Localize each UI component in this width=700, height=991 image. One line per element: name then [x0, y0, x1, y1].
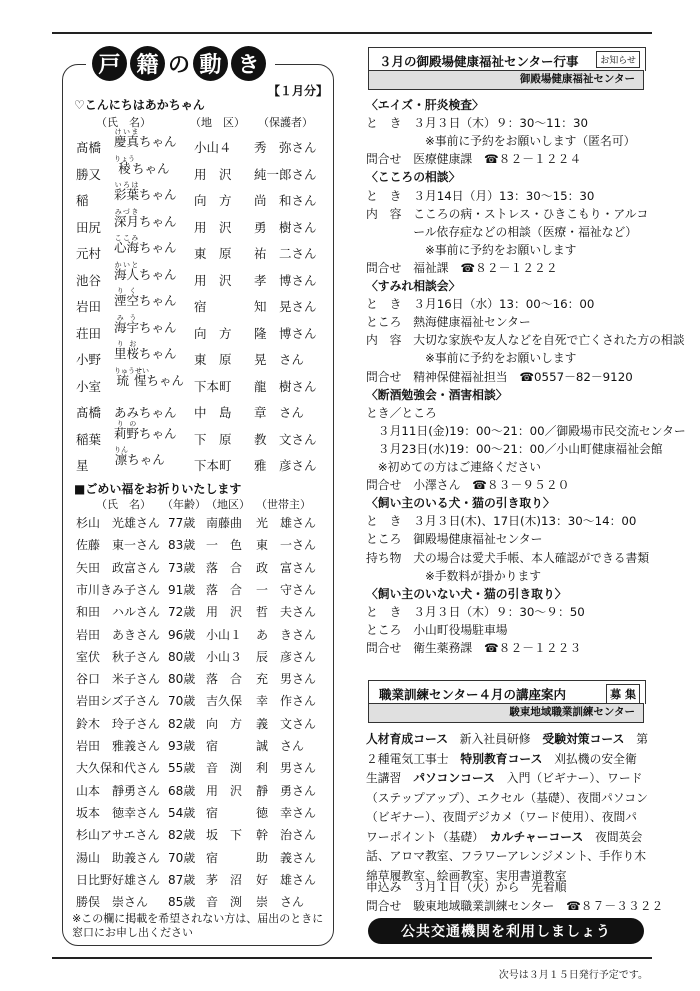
obituary-household-head: 幸 作さん [256, 694, 317, 709]
obituary-age: 70歳 [168, 694, 196, 709]
bottom-rule [52, 957, 652, 959]
top-rule [52, 32, 652, 34]
event-detail: ３月23日(水)19：00～21：00／小山町健康福祉会館 [366, 441, 663, 456]
obituary-age: 85歳 [168, 895, 196, 910]
obituary-row [76, 847, 326, 869]
obituary-row [76, 668, 326, 690]
birth-given-name: 海宇みうちゃん [114, 313, 177, 335]
obituary-age: 80歳 [168, 672, 196, 687]
obituary-row [76, 757, 326, 779]
health-center-title: ３月の御殿場健康福祉センター行事 [379, 54, 579, 69]
obituary-district: 向 方 [206, 716, 243, 731]
birth-name-reading: けいま [114, 128, 139, 136]
birth-parent: 雅 彦さん [254, 458, 317, 473]
obituary-name: 杉山アサエさん [76, 828, 160, 843]
birth-surname: 勝又 [76, 166, 102, 182]
obituary-age: 55歳 [168, 761, 196, 776]
obituary-district: 宿 [206, 850, 219, 865]
birth-surname: 稲 [76, 193, 89, 208]
birth-given-name: 凛りんちゃん [114, 446, 165, 467]
birth-district: 下本町 [194, 378, 232, 394]
training-contact: 問合せ 駿東地域職業訓練センター ☎８７－３３２２ [366, 899, 664, 913]
obituary-age: 77歳 [168, 516, 196, 530]
birth-parent: 晃 さん [254, 352, 305, 367]
birth-name-reading: かいと [114, 260, 139, 269]
obituary-row [76, 891, 326, 913]
birth-district: 東 原 [194, 246, 232, 261]
obituary-age: 82歳 [168, 716, 196, 731]
event-detail: ※事前に予約をお願いします [366, 242, 577, 257]
obituary-row [76, 646, 326, 668]
obituary-name: 大久保和代さん [76, 761, 161, 776]
obituary-row [76, 512, 326, 534]
obituary-name: 勝俣 崇さん [76, 895, 149, 910]
obituary-household-head: 好 雄さん [256, 872, 317, 887]
course-name: 受験対策コース [542, 732, 625, 746]
obituary-row [76, 624, 326, 646]
birth-row [76, 446, 326, 476]
obituary-name: 矢田 政富さん [76, 560, 161, 575]
births-header-name: （氏 名） [96, 116, 151, 129]
obituary-household-head: 哲 夫さん [256, 605, 317, 620]
obituary-name: 杉山 光雄さん [76, 516, 161, 530]
birth-surname: 髙橋 [76, 140, 102, 155]
obituary-household-head: 辰 彦さん [256, 649, 317, 664]
obituary-household-head: 助 義さん [256, 850, 317, 865]
birth-surname: 小室 [76, 378, 102, 394]
obituary-name: 室伏 秋子さん [76, 649, 161, 664]
birth-surname: 岩田 [76, 299, 102, 314]
event-detail: と き ３月14日（月）13：30～15：30 [366, 188, 595, 203]
course-desc: 夜間英会話、アロマ教室、フラワーアレンジメント、手作り木綿草履教室、絵画教室、実用書道教室 [366, 829, 647, 883]
training-center-header [368, 680, 646, 704]
course-name: 人材育成コース [366, 732, 448, 746]
training-center-title: 職業訓練センター４月の講座案内 [379, 687, 567, 702]
title-char: き [231, 46, 266, 81]
obituary-name: 和田 ハルさん [76, 605, 161, 620]
birth-name-reading: りん [114, 446, 128, 454]
event-detail: ３月11日(金)19：00～21：00／御殿場市民交流センター [366, 423, 686, 438]
birth-name-reading: りく [114, 287, 140, 295]
obituary-household-head: 一 守さん [256, 582, 317, 597]
birth-given-name: 深月みづきちゃん [114, 207, 177, 229]
event-detail: とき／ところ [366, 405, 437, 420]
birth-district: 小山４ [194, 140, 232, 155]
birth-parent: 章 さん [254, 405, 305, 420]
obituary-row [76, 557, 326, 579]
obituary-name: 山本 靜勇さん [76, 783, 161, 798]
obituary-district: 落 合 [206, 560, 243, 575]
obituary-age: 54歳 [168, 805, 196, 820]
obituary-row [76, 869, 326, 891]
obituary-name: 湯山 助義さん [76, 850, 161, 865]
event-detail: 問合せ 福祉課 ☎８２－１２２２ [366, 260, 558, 275]
obituary-age: 96歳 [168, 627, 196, 642]
public-transport-banner: 公共交通機関を利用しましょう [368, 918, 644, 944]
event-detail: 問合せ 小澤さん ☎８３－９５２０ [366, 478, 570, 493]
event-heading: 〈断酒勉強会・酒害相談〉 [366, 387, 508, 402]
birth-row [76, 366, 326, 397]
birth-given-name: 海人かいとちゃん [114, 260, 177, 282]
birth-district: 用 沢 [194, 166, 232, 182]
course-desc: 入門（ビギナー）、ワード（ステップアップ）、エクセル（基礎）、夜間パソコン（ビギナー）、夜間デジカメ（ワード使用）、夜間パワーポイント（基礎） [366, 771, 648, 844]
birth-given-name: 莉野りのちゃん [114, 419, 177, 441]
event-detail: と き ３月３日(木)、17日(木)13：30～14：00 [366, 514, 637, 529]
event-heading: 〈エイズ・肝炎検査〉 [366, 98, 484, 112]
birth-name-reading: りょう [114, 154, 135, 163]
obituary-district: 音 渕 [206, 761, 243, 776]
obituary-district: 用 沢 [206, 783, 243, 798]
obituary-age: 87歳 [168, 872, 196, 887]
birth-district: 中 島 [194, 405, 232, 420]
event-detail: ※手数料が掛かります [366, 568, 542, 583]
obituary-age: 91歳 [168, 582, 196, 597]
obituary-district: 吉久保 [206, 694, 243, 709]
obituary-name: 鈴木 玲子さん [76, 716, 161, 731]
obituary-district: 宿 [206, 805, 219, 820]
obituary-household-head: 東 一さん [256, 538, 317, 553]
month-label: 【１月分】 [268, 84, 329, 98]
birth-surname: 池谷 [76, 272, 102, 288]
health-center-org: 御殿場健康福祉センター [368, 70, 644, 90]
deaths-header-district: （地区） [206, 498, 250, 511]
obituary-name: 坂本 徳幸さん [76, 805, 161, 820]
births-header-district: （地 区） [190, 116, 245, 129]
birth-parent: 秀 弥さん [254, 140, 317, 155]
event-detail: と き ３月３日（木）９：30～11：30 [366, 116, 588, 131]
title-char: の [168, 53, 191, 78]
birth-name-reading: みう [114, 313, 140, 322]
birth-surname: 小野 [76, 352, 102, 367]
births-header-parent: （保護者） [258, 116, 313, 129]
event-detail: 内 容 大切な家族や友人などを自死で亡くされた方の相談 [366, 333, 685, 348]
birth-given-name: 心海ここみちゃん [114, 234, 177, 255]
obituary-district: 落 合 [206, 582, 243, 597]
obituary-household-head: 義 文さん [256, 716, 317, 731]
obituary-household-head: 充 男さん [256, 672, 317, 687]
obituary-row [76, 713, 326, 735]
event-detail: 内 容 こころの病・ストレス・ひきこもり・アルコ [366, 206, 649, 221]
birth-district: 下本町 [194, 458, 232, 473]
event-detail: ール依存症などの相談（医療・福祉など） [366, 224, 638, 239]
obituary-name: 谷口 米子さん [76, 672, 161, 687]
obituary-household-head: 靜 勇さん [256, 783, 317, 798]
event-detail: ところ 小山町役場駐車場 [366, 622, 508, 637]
birth-district: 東 原 [194, 352, 232, 367]
birth-given-name: 湮空りくちゃん [114, 287, 177, 308]
birth-given-name: 里桜りおちゃん [114, 340, 177, 361]
births-title: ♡こんにちはあかちゃん [74, 98, 205, 112]
obituary-district: 落 合 [206, 672, 243, 687]
obituary-district: 南藤曲 [206, 516, 243, 530]
birth-district: 下 原 [194, 431, 232, 447]
training-center-org: 駿東地域職業訓練センター [368, 703, 644, 723]
obituary-row [76, 735, 326, 757]
birth-surname: 髙橋 [76, 405, 102, 420]
obituary-name: 佐藤 東一さん [76, 538, 161, 553]
birth-given-name: 稜りょうちゃん [114, 154, 170, 176]
obituary-household-head: 崇 さん [256, 895, 305, 910]
event-detail: と き ３月16日（水）13：00～16：00 [366, 297, 595, 312]
birth-surname: 田尻 [76, 219, 102, 235]
event-detail: ところ 御殿場健康福祉センター [366, 532, 543, 547]
deaths-title: ■ごめい福をお祈りいたします [74, 482, 242, 496]
birth-parent: 尚 和さん [254, 193, 317, 208]
birth-parent: 孝 博さん [254, 272, 317, 288]
obituary-age: 73歳 [168, 560, 196, 575]
birth-given-name: あみちゃん [114, 405, 177, 420]
recruit-tag: 募 集 [606, 684, 640, 704]
deaths-header-age: （年齢） [162, 498, 206, 511]
obituary-name: 岩田 あきさん [76, 627, 161, 642]
obituary-household-head: 利 男さん [256, 761, 317, 776]
event-detail: 問合せ 医療健康課 ☎８２－１２２４ [366, 152, 582, 167]
birth-district: 用 沢 [194, 272, 232, 288]
birth-name-reading: みづき [114, 207, 140, 216]
obituary-row [76, 534, 326, 556]
obituary-district: 一 色 [206, 538, 243, 553]
birth-parent: 龍 樹さん [254, 378, 317, 394]
title-char: 籍 [130, 46, 165, 81]
birth-name-reading: りの [114, 419, 140, 428]
event-detail: ところ 熱海健康福祉センター [366, 315, 531, 330]
obituary-household-head: あ きさん [256, 627, 317, 642]
obituary-household-head: 誠 さん [256, 739, 305, 753]
deaths-header-name: （氏 名） [96, 498, 151, 511]
training-apply: 申込み ３月１日（火）から 先着順 [366, 880, 567, 894]
obituary-age: 72歳 [168, 605, 196, 620]
birth-district: 用 沢 [194, 219, 232, 235]
family-register-title [86, 46, 275, 81]
event-detail: ※事前に予約をお願いします [366, 351, 577, 366]
birth-name-reading: いろは [114, 181, 139, 189]
event-heading: 〈こころの相談〉 [366, 170, 461, 185]
birth-parent: 隆 博さん [254, 325, 317, 341]
obituary-district: 小山３ [206, 649, 243, 664]
course-desc: 第２種電気工事士 [366, 732, 648, 766]
privacy-note: ※この欄に掲載を希望されない方は、届出のときに窓口にお申し出ください [72, 912, 324, 939]
event-heading: 〈飼い主のいない犬・猫の引き取り〉 [366, 586, 567, 601]
course-name: カルチャーコース [489, 829, 584, 844]
obituary-household-head: 幹 治さん [256, 828, 317, 843]
obituary-row [76, 690, 326, 712]
event-detail: ※初めての方はご連絡ください [366, 460, 542, 474]
title-char: 動 [193, 46, 228, 81]
event-detail: と き ３月３日（木）９：30～９：50 [366, 604, 585, 619]
deaths-header-head: （世帯主） [256, 498, 311, 511]
next-issue-note: 次号は３月１５日発行予定です。 [498, 970, 648, 981]
birth-parent: 祐 二さん [254, 246, 317, 261]
obituary-age: 83歳 [168, 538, 196, 553]
obituary-household-head: 政 富さん [256, 560, 317, 575]
obituary-district: 茅 沼 [206, 872, 243, 887]
birth-parent: 勇 樹さん [254, 219, 317, 235]
obituary-district: 用 沢 [206, 605, 243, 620]
health-center-header [368, 47, 646, 71]
birth-name-reading: りお [114, 340, 140, 348]
birth-given-name: 彩葉いろはちゃん [114, 181, 177, 202]
birth-district: 宿 [194, 299, 207, 314]
course-name: パソコンコース [413, 771, 495, 785]
obituary-household-head: 徳 幸さん [256, 805, 317, 820]
birth-given-name: 慶真けいまちゃん [114, 128, 177, 149]
title-char: 戸 [92, 46, 127, 81]
course-desc: 新入社員研修 [448, 732, 543, 746]
birth-parent: 純一郎さん [254, 166, 317, 182]
obituary-age: 70歳 [168, 850, 196, 865]
course-name: 特別教育コース [460, 751, 543, 766]
birth-given-name: 琉惺りゅうせいちゃん [114, 366, 185, 388]
obituary-age: 93歳 [168, 739, 196, 753]
birth-parent: 教 文さん [254, 431, 317, 447]
obituary-household-head: 光 雄さん [256, 516, 317, 530]
obituary-age: 68歳 [168, 783, 196, 798]
obituary-row [76, 601, 326, 623]
obituary-district: 小山１ [206, 627, 243, 642]
notice-tag: お知らせ [596, 51, 640, 68]
obituary-name: 市川きみ子さん [76, 582, 161, 597]
obituary-district: 音 渕 [206, 895, 243, 910]
obituary-name: 日比野好雄さん [76, 872, 161, 887]
birth-district: 向 方 [194, 193, 232, 208]
course-desc: 刈払機の安全衛生講習 [366, 751, 637, 785]
obituary-name: 岩田 雅義さん [76, 739, 161, 753]
training-course-list [366, 730, 648, 886]
event-heading: 〈すみれ相談会〉 [366, 279, 461, 293]
obituary-name: 岩田シズ子さん [76, 694, 160, 709]
event-detail: ※事前に予約をお願いします（匿名可） [366, 134, 636, 149]
birth-parent: 知 晃さん [254, 299, 317, 314]
event-detail: 問合せ 精神保健福祉担当 ☎0557－82－9120 [366, 369, 633, 384]
obituary-row [76, 802, 326, 824]
obituary-row [76, 824, 326, 846]
birth-surname: 荘田 [76, 325, 102, 341]
event-detail: 持ち物 犬の場合は愛犬手帳、本人確認ができる書類 [366, 550, 650, 565]
birth-surname: 元村 [76, 246, 102, 261]
obituary-district: 坂 下 [206, 828, 243, 843]
obituary-age: 82歳 [168, 828, 196, 843]
birth-surname: 星 [76, 458, 89, 473]
obituary-row [76, 780, 326, 802]
birth-name-reading: ここみ [114, 234, 139, 242]
obituary-age: 80歳 [168, 649, 196, 664]
birth-name-reading: りゅうせい [114, 366, 149, 375]
obituary-row [76, 579, 326, 601]
birth-surname: 稲葉 [76, 431, 102, 447]
obituary-district: 宿 [206, 739, 219, 753]
birth-district: 向 方 [194, 325, 232, 341]
event-heading: 〈飼い主のいる犬・猫の引き取り〉 [366, 496, 555, 511]
event-detail: 問合せ 衛生薬務課 ☎８２－１２２３ [366, 641, 582, 655]
